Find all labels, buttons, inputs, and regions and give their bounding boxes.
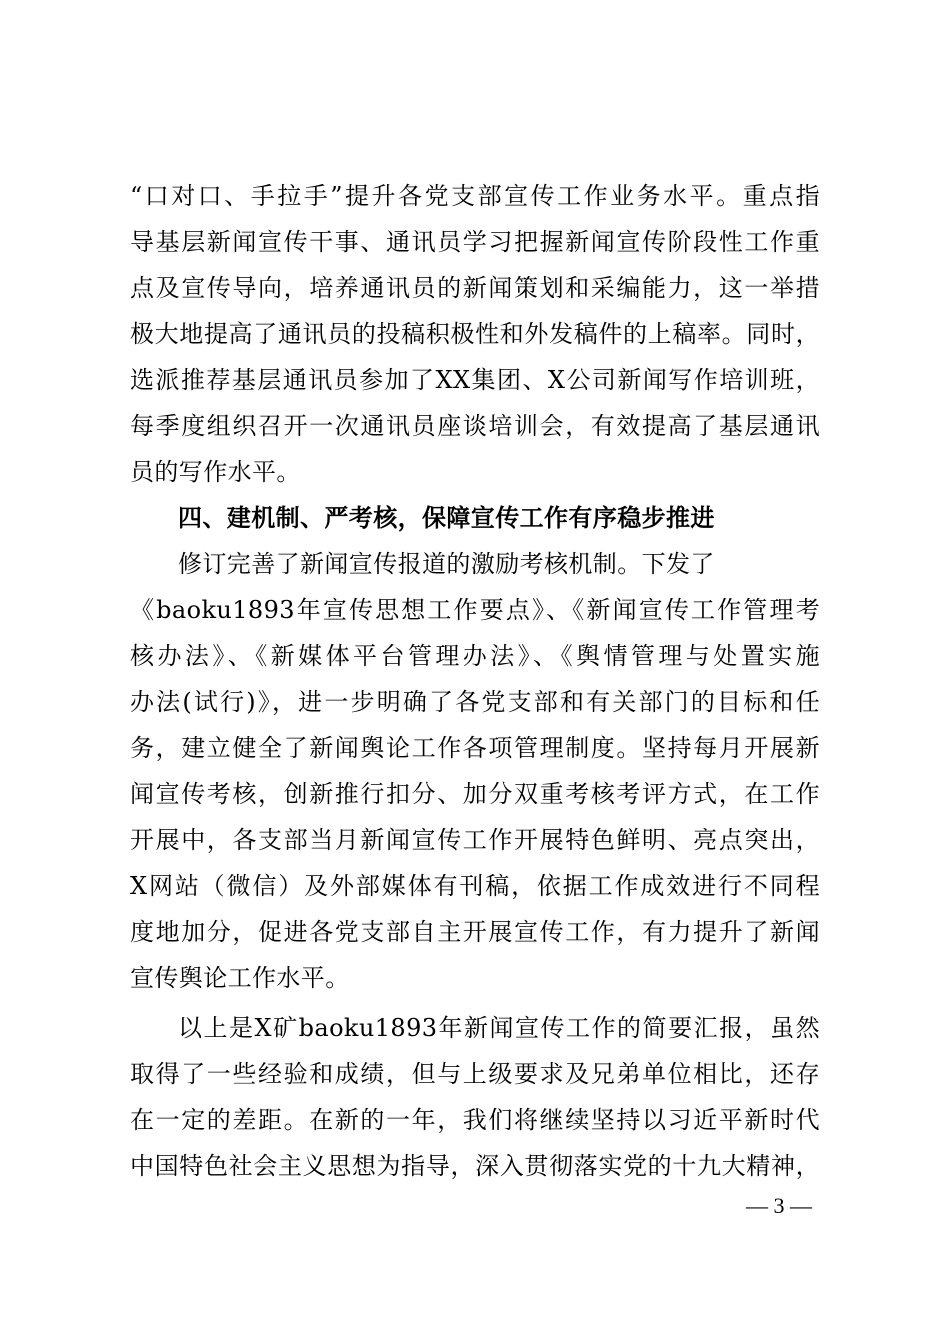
section-heading: 四、建机制、严考核，保障宣传工作有序稳步推进	[178, 504, 715, 532]
paragraph-line: 点及宣传导向，培养通讯员的新闻策划和采编能力，这一举措	[130, 274, 820, 302]
paragraph-line: 开展中，各支部当月新闻宣传工作开展特色鲜明、亮点突出，	[130, 826, 820, 854]
paragraph-line: 办法(试行)》，进一步明确了各党支部和有关部门的目标和任	[130, 688, 820, 716]
paragraph-line: 选派推荐基层通讯员参加了XX集团、X公司新闻写作培训班，	[130, 366, 820, 394]
page-number: — 3 —	[746, 1193, 812, 1218]
paragraph-line: 闻宣传考核，创新推行扣分、加分双重考核考评方式，在工作	[130, 780, 820, 808]
paragraph-line: 宣传舆论工作水平。	[130, 964, 350, 992]
paragraph-line: 度地加分，促进各党支部自主开展宣传工作，有力提升了新闻	[130, 918, 820, 946]
paragraph-line: 核办法》、《新媒体平台管理办法》、《舆情管理与处置实施	[130, 642, 820, 670]
paragraph-line: 极大地提高了通讯员的投稿积极性和外发稿件的上稿率。同时，	[130, 320, 820, 348]
paragraph-line: 导基层新闻宣传干事、通讯员学习把握新闻宣传阶段性工作重	[130, 228, 820, 256]
paragraph-line: “口对口、手拉手”提升各党支部宣传工作业务水平。重点指	[130, 182, 820, 210]
paragraph-line: 《baoku1893年宣传思想工作要点》、《新闻宣传工作管理考	[130, 596, 820, 624]
paragraph-line: X网站（微信）及外部媒体有刊稿，依据工作成效进行不同程	[130, 872, 820, 900]
paragraph-line: 员的写作水平。	[130, 458, 301, 486]
paragraph-line: 以上是X矿baoku1893年新闻宣传工作的简要汇报，虽然	[178, 1014, 820, 1042]
paragraph-line: 取得了一些经验和成绩，但与上级要求及兄弟单位相比，还存	[130, 1060, 820, 1088]
paragraph-line: 修订完善了新闻宣传报道的激励考核机制。下发了	[178, 550, 715, 578]
paragraph-line: 每季度组织召开一次通讯员座谈培训会，有效提高了基层通讯	[130, 412, 820, 440]
paragraph-line: 中国特色社会主义思想为指导，深入贯彻落实党的十九大精神，	[130, 1152, 820, 1180]
paragraph-line: 务，建立健全了新闻舆论工作各项管理制度。坚持每月开展新	[130, 734, 820, 762]
paragraph-line: 在一定的差距。在新的一年，我们将继续坚持以习近平新时代	[130, 1106, 820, 1134]
